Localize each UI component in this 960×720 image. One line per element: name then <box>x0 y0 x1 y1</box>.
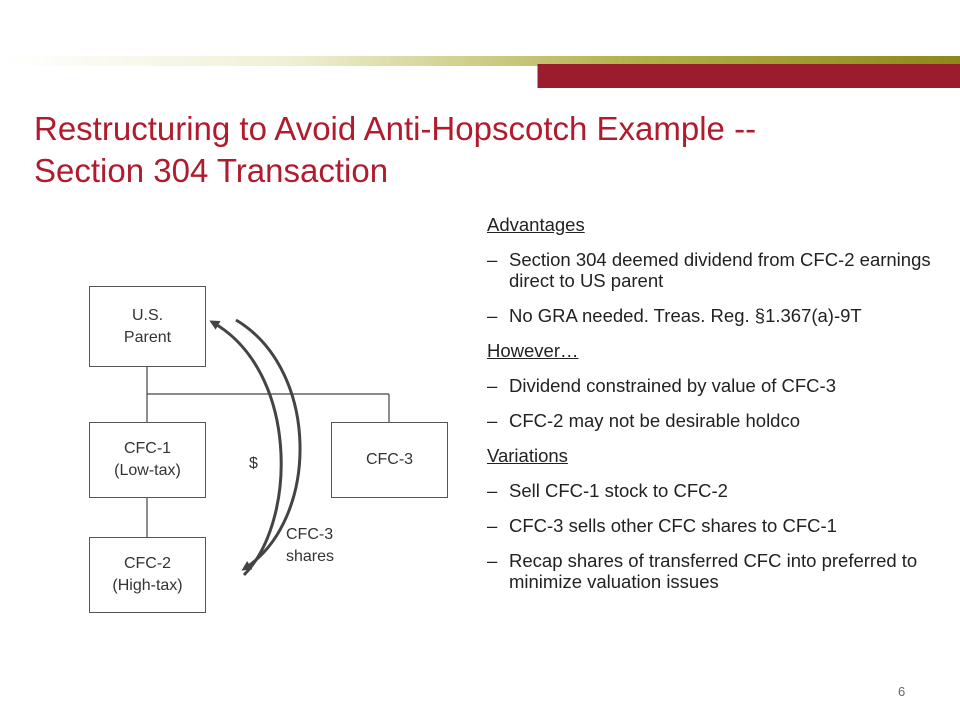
bullet-dash: – <box>487 515 498 536</box>
bullet-dash: – <box>487 410 498 431</box>
bullet-text: No GRA needed. Treas. Reg. §1.367(a)-9T <box>509 305 862 326</box>
bullet-text: Recap shares of transferred CFC into preferred to minimize valuation issues <box>509 550 918 592</box>
dividend-arrow <box>212 322 281 575</box>
however-heading: However… <box>487 340 579 361</box>
variations-heading: Variations <box>487 445 568 466</box>
us-parent-box <box>89 286 206 367</box>
slide-title-line-2: Section 304 Transaction <box>34 152 389 189</box>
list-item <box>487 305 947 326</box>
list-item <box>487 515 947 536</box>
bullet-text: CFC-2 may not be desirable holdco <box>509 410 801 431</box>
list-item <box>487 410 947 431</box>
bullet-dash: – <box>487 550 498 571</box>
shares-label <box>286 524 334 568</box>
bullet-dash: – <box>487 305 498 326</box>
cfc2-label-1: CFC-2 <box>123 555 172 572</box>
us-parent-label-1: U.S. <box>131 306 164 324</box>
bullet-text: CFC-3 sells other CFC shares to CFC-1 <box>509 515 837 536</box>
cfc3-box <box>331 422 448 498</box>
shares-label-line-2: shares <box>286 548 335 565</box>
us-parent-label-2: Parent <box>123 328 172 346</box>
list-item <box>487 480 947 501</box>
bullet-dash: – <box>487 249 498 270</box>
slide-content <box>487 214 947 606</box>
bullet-dash: – <box>487 375 498 396</box>
dividend-label: $ <box>249 455 258 472</box>
page-number: 6 <box>898 684 906 699</box>
cfc1-label-1: CFC-1 <box>123 440 172 457</box>
list-item <box>487 550 947 592</box>
bullet-text: Sell CFC-1 stock to CFC-2 <box>509 480 728 501</box>
advantages-heading: Advantages <box>487 214 585 235</box>
bullet-text: Dividend constrained by value of CFC-3 <box>509 375 836 396</box>
cfc1-box <box>89 422 206 498</box>
list-item <box>487 249 947 291</box>
cfc1-label-2: (Low-tax) <box>114 462 181 479</box>
bullet-text: Section 304 deemed dividend from CFC-2 earnings direct to US parent <box>509 249 931 291</box>
cfc2-label-2: (High-tax) <box>112 577 183 594</box>
cfc3-label: CFC-3 <box>365 451 414 468</box>
shares-label-line-1: CFC-3 <box>286 526 334 543</box>
list-item <box>487 375 947 396</box>
bullet-dash: – <box>487 480 498 501</box>
slide-title-line-1: Restructuring to Avoid Anti-Hopscotch Example -- <box>34 110 757 147</box>
cfc2-box <box>89 537 206 613</box>
